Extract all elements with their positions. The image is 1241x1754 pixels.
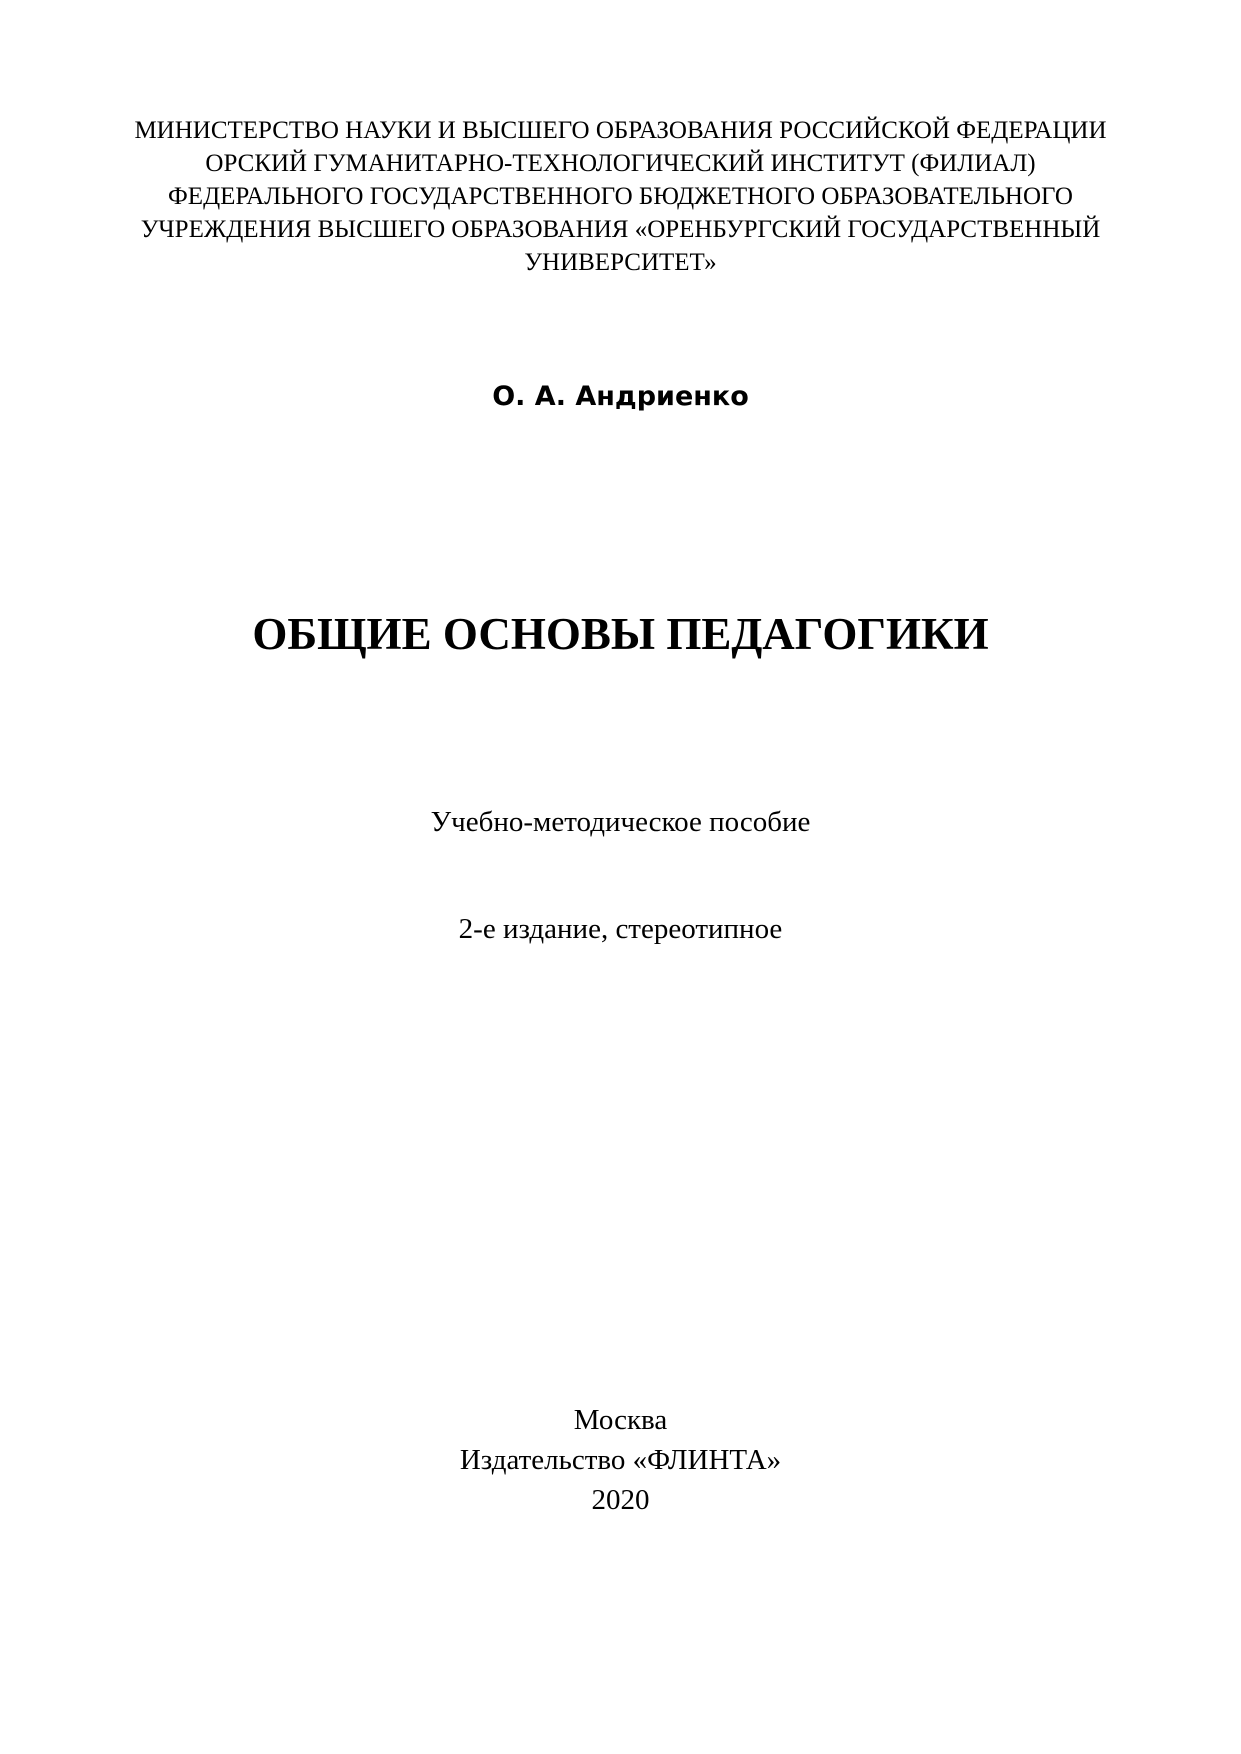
institution-header: [0, 114, 1241, 279]
imprint-publisher: Издательство «ФЛИНТА»: [459, 1444, 782, 1476]
header-line-ministry: МИНИСТЕРСТВО НАУКИ И ВЫСШЕГО ОБРАЗОВАНИЯ РОССИЙСКОЙ ФЕДЕРАЦИИ: [134, 117, 1107, 144]
header-line-institute: ОРСКИЙ ГУМАНИТАРНО-ТЕХНОЛОГИЧЕСКИЙ ИНСТИТУТ (ФИЛИАЛ): [205, 150, 1036, 177]
header-line-university: УНИВЕРСИТЕТ»: [524, 249, 717, 276]
book-subtitle: Учебно-методическое пособие: [430, 806, 811, 838]
header-line-institution: УЧРЕЖДЕНИЯ ВЫСШЕГО ОБРАЗОВАНИЯ «ОРЕНБУРГСКИЙ ГОСУДАРСТВЕННЫЙ: [140, 216, 1101, 243]
author-name: О. А. Андриенко: [492, 381, 749, 412]
header-line-federal: ФЕДЕРАЛЬНОГО ГОСУДАРСТВЕННОГО БЮДЖЕТНОГО ОБРАЗОВАТЕЛЬНОГО: [168, 183, 1073, 210]
imprint-year: 2020: [591, 1484, 650, 1516]
imprint: [0, 1400, 1241, 1520]
edition-note: 2-е издание, стереотипное: [458, 913, 783, 945]
book-title: ОБЩИЕ ОСНОВЫ ПЕДАГОГИКИ: [252, 609, 989, 659]
imprint-city: Москва: [573, 1404, 668, 1436]
